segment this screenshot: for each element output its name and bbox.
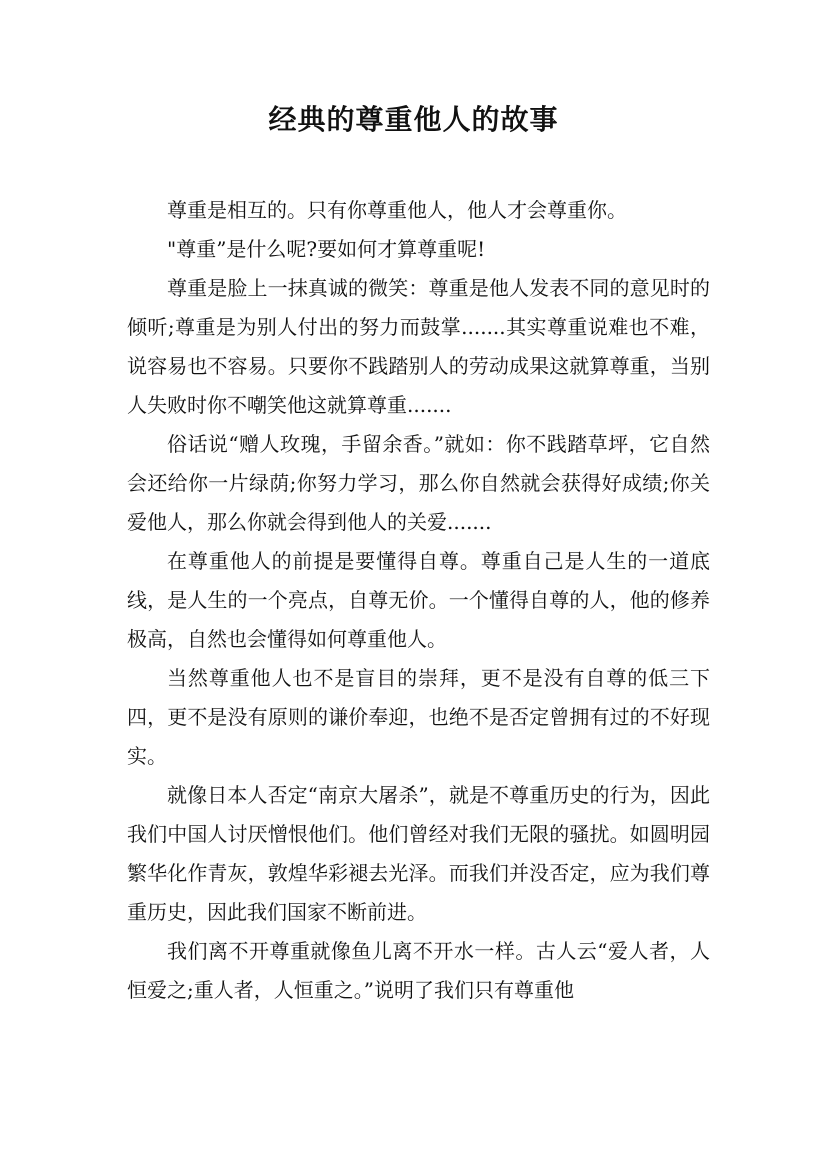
document-title: 经典的尊重他人的故事 (268, 103, 559, 136)
paragraph-3: 尊重是脸上一抹真诚的微笑：尊重是他人发表不同的意见时的倾听;尊重是为别人付出的努力而鼓掌.......其实尊重说难也不难，说容易也不容易。只要你不践踏别人的劳动成果这就算尊重，当别人失败时你不嘲笑他这就算尊重....... (127, 276, 710, 417)
paragraph-1: 尊重是相互的。只有你尊重他人，他人才会尊重你。 (167, 198, 627, 222)
paragraph-8: 我们离不开尊重就像鱼儿离不开水一样。古人云“爱人者，人恒爱之;重人者，人恒重之。”说明了我们只有尊重他 (127, 939, 710, 1002)
document-body (127, 191, 710, 1010)
paragraph-2: "尊重”是什么呢?要如何才算尊重呢! (167, 237, 486, 261)
paragraph-5: 在尊重他人的前提是要懂得自尊。尊重自己是人生的一道底线，是人生的一个亮点，自尊无价。一个懂得自尊的人，他的修养极高，自然也会懂得如何尊重他人。 (127, 549, 710, 651)
paragraph-4: 俗话说“赠人玫瑰，手留余香。”就如：你不践踏草坪，它自然会还给你一片绿荫;你努力学习，那么你自然就会获得好成绩;你关爱他人，那么你就会得到他人的关爱....... (127, 432, 710, 534)
paragraph-7: 就像日本人否定“南京大屠杀”，就是不尊重历史的行为，因此我们中国人讨厌憎恨他们。他们曾经对我们无限的骚扰。如圆明园繁华化作青灰，敦煌华彩褪去光泽。而我们并没否定，应为我们尊重历史，因此我们国家不断前进。 (127, 783, 710, 924)
paragraph-6: 当然尊重他人也不是盲目的崇拜，更不是没有自尊的低三下四，更不是没有原则的谦价奉迎，也绝不是否定曾拥有过的不好现实。 (127, 666, 710, 768)
